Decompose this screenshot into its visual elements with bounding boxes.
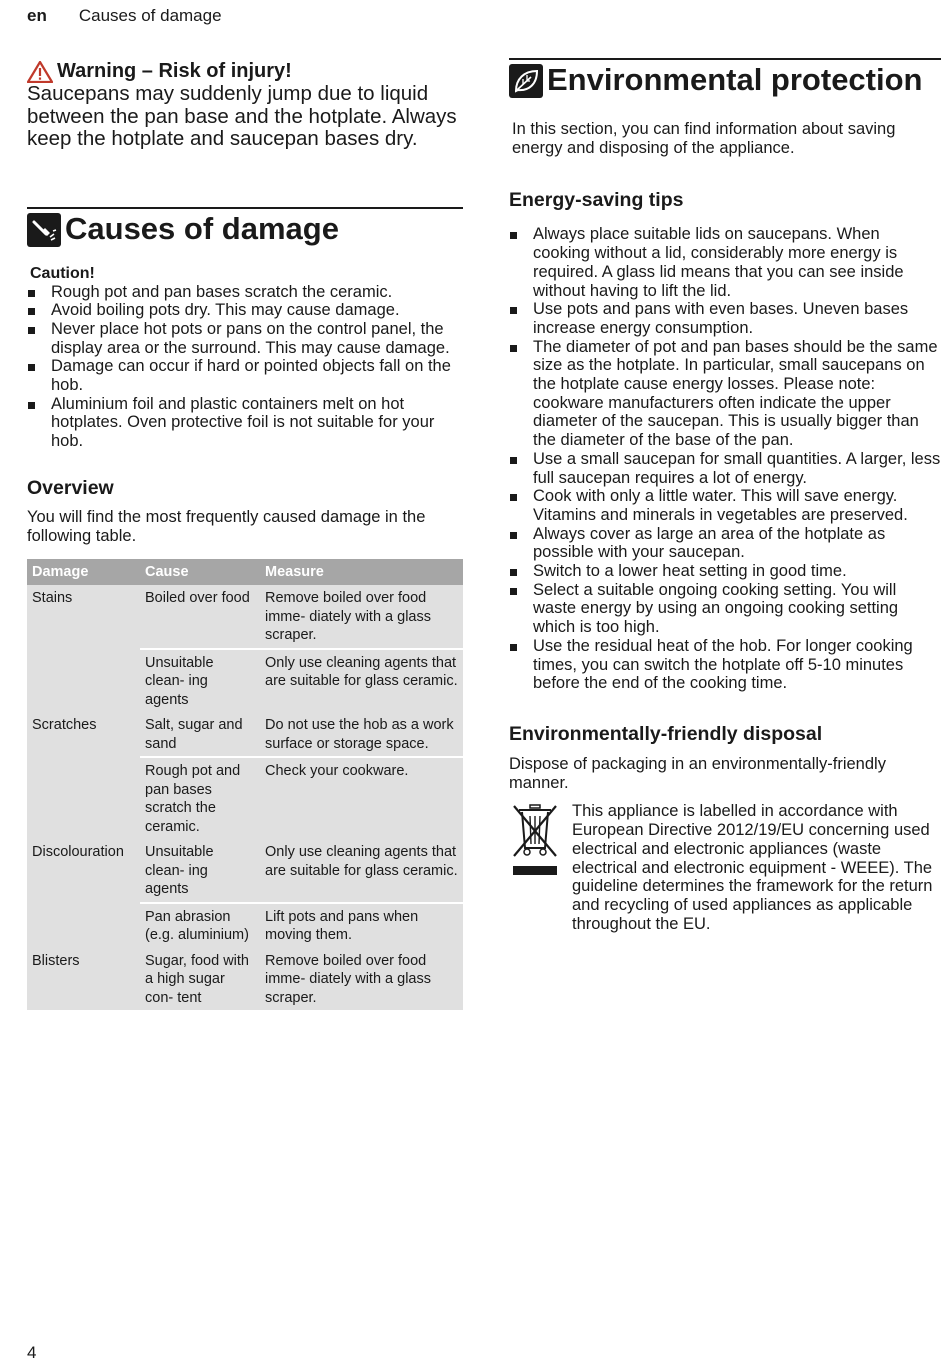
table-row [27,839,463,903]
weee-text: This appliance is labelled in accordance with European Directive 2012/19/EU concerning used electrical and electronic appliances (waste electrical and electronic equipment - WEEE). The guideline determines the framework for the return and recycling of used appliances as applicable throughout the EU. [572,802,933,933]
list-item: Use the residual heat of the hob. For longer cooking times, you can switch the hotplate off 5-10 minutes before the end of the cooking time. [509,637,941,693]
list-item: Switch to a lower heat setting in good time. [509,562,941,581]
cause-cell: Sugar, food with a high sugar con- tent [145,952,249,1006]
list-item: Select a suitable ongoing cooking setting. You will waste energy by using an ongoing cooking setting which is too high. [509,581,941,637]
cause-cell: Pan abrasion (e.g. aluminium) [145,908,249,944]
damage-hammer-icon [27,213,61,247]
damage-table [27,559,463,1010]
list-item: Damage can occur if hard or pointed objects fall on the hob. [27,357,463,394]
overview-intro: You will find the most frequently caused damage in the following table. [27,507,426,545]
warning-title [27,60,463,83]
left-column [27,58,463,1010]
warning-title-text: Warning – Risk of injury! [57,60,292,82]
damage-cell: Scratches [32,717,97,734]
environment-section-title: Environmental protection [547,62,923,97]
list-item: The diameter of pot and pan bases should be the same size as the hotplate. In particular, small saucepans on the hotplate cause energy losses. Please note: cookware manufacturers often indicate the upper diameter of the saucepan. This is usually bigger than the diameter of the base of the pan. [509,338,941,450]
measure-cell: Only use cleaning agents that are suitable for glass ceramic. [260,839,463,903]
measure-cell: Check your cookware. [265,763,409,780]
table-row [27,585,463,649]
page-header [27,6,222,26]
list-item: Aluminium foil and plastic containers melt on hot hotplates. Oven protective foil is not suitable for your hob. [27,395,463,451]
list-item: Always cover as large an area of the hotplate as possible with your saucepan. [509,525,941,562]
disposal-intro: Dispose of packaging in an environmentally-friendly manner. [509,754,886,792]
measure-cell: Do not use the hob as a work surface or storage space. [260,712,463,757]
warning-triangle-icon [27,61,53,83]
environment-intro: In this section, you can find information about saving energy and disposing of the appliance. [512,120,896,157]
table-row [27,712,463,757]
leaf-icon [509,64,543,98]
cause-cell: Rough pot and pan bases scratch the ceramic. [145,763,241,835]
column-header: Cause [140,559,260,585]
disposal-heading: Environmentally-friendly disposal [509,722,823,745]
right-column [509,58,941,933]
list-item: Cook with only a little water. This will save energy. Vitamins and minerals in vegetables are preserved. [509,487,941,524]
column-header: Damage [27,559,140,585]
list-item: Use pots and pans with even bases. Uneven bases increase energy consumption. [509,300,941,337]
cause-cell: Boiled over food [140,585,260,649]
damage-cell: Stains [32,590,73,607]
weee-notice [509,802,941,933]
measure-cell: Only use cleaning agents that are suitable for glass ceramic. [265,654,458,690]
energy-tips-heading: Energy-saving tips [509,189,684,212]
list-item: Use a small saucepan for small quantities. A larger, less full saucepan requires a lot of energy. [509,450,941,487]
table-row [27,948,463,1011]
column-header: Measure [260,559,463,585]
header-section-title: Causes of damage [78,6,222,25]
damage-cell: Discolouration [32,844,124,861]
list-item: Rough pot and pan bases scratch the ceramic. [27,283,463,302]
language-code: en [27,6,47,25]
warning-text: Saucepans may suddenly jump due to liquid between the pan base and the hotplate. Always keep the hotplate and saucepan bases dry. [27,82,457,150]
list-item: Always place suitable lids on saucepans. When cooking without a lid, considerably more energy is required. A glass lid means that you can see inside without having to lift the lid. [509,225,941,300]
caution-list [27,283,463,451]
damage-section-title: Causes of damage [65,210,339,246]
measure-cell: Remove boiled over food imme- diately with a glass scraper. [260,585,463,649]
table-header-row [27,559,463,585]
caution-label: Caution! [30,264,95,282]
environment-section-header [509,58,941,98]
energy-tips-list [509,225,941,693]
crossed-bin-icon [509,802,561,878]
measure-cell: Remove boiled over food imme- diately with a glass scraper. [265,952,431,1006]
measure-cell: Lift pots and pans when moving them. [265,908,419,944]
damage-cell: Blisters [32,952,80,969]
page-number: 4 [27,1343,37,1362]
list-item: Avoid boiling pots dry. This may cause damage. [27,301,463,320]
list-item: Never place hot pots or pans on the control panel, the display area or the surround. This may cause damage. [27,320,463,357]
overview-heading: Overview [27,476,114,499]
damage-section-header [27,207,463,247]
cause-cell: Unsuitable clean- ing agents [140,839,260,903]
cause-cell: Unsuitable clean- ing agents [145,654,214,708]
cause-cell: Salt, sugar and sand [140,712,260,757]
